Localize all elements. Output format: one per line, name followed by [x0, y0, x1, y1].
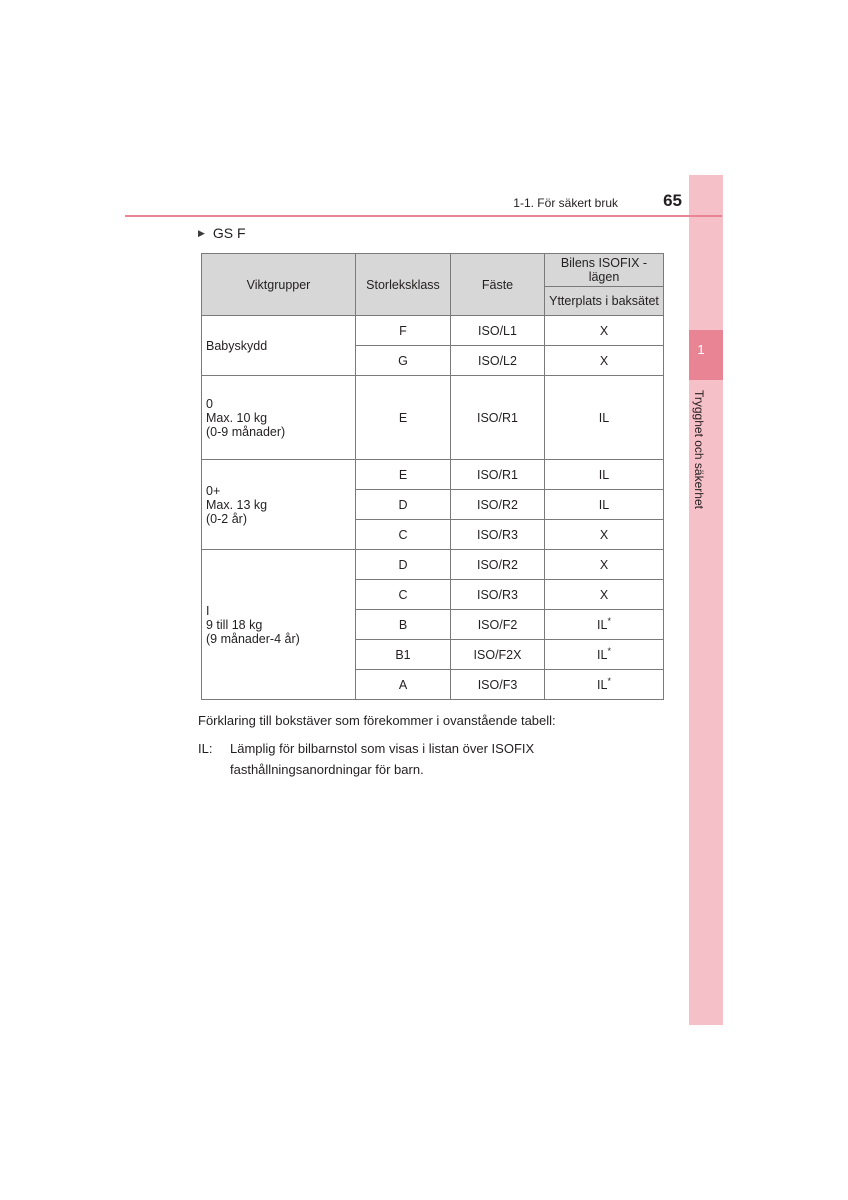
- position-cell: [545, 346, 664, 376]
- position-value: IL: [597, 647, 608, 662]
- isofix-table: [201, 253, 664, 700]
- header-position-sub: Ytterplats i baksätet: [545, 287, 664, 316]
- group-line: 0: [206, 396, 213, 411]
- position-value: IL: [597, 677, 608, 692]
- weight-group-cell: [202, 316, 356, 376]
- legend-intro: Förklaring till bokstäver som förekommer i ovanstående tabell:: [198, 713, 556, 728]
- position-value: X: [599, 353, 609, 368]
- size-cell: E: [356, 376, 451, 460]
- group-line: Babyskydd: [206, 338, 268, 353]
- size-cell: B1: [356, 640, 451, 670]
- size-cell: B: [356, 610, 451, 640]
- fixture-cell: ISO/R1: [451, 376, 545, 460]
- size-cell: C: [356, 520, 451, 550]
- page-number: 65: [663, 191, 682, 210]
- size-cell: F: [356, 316, 451, 346]
- position-cell: [545, 580, 664, 610]
- header-position-line-2: ISOFIX -lägen: [588, 256, 648, 284]
- table-row: [202, 316, 664, 346]
- fixture-cell: ISO/F3: [451, 670, 545, 700]
- fixture-cell: ISO/L2: [451, 346, 545, 376]
- group-line: 0+: [206, 483, 221, 498]
- fixture-cell: ISO/R3: [451, 580, 545, 610]
- fixture-cell: ISO/L1: [451, 316, 545, 346]
- header-position-line-1: Bilens: [560, 256, 595, 270]
- weight-group-cell: [202, 460, 356, 550]
- fixture-cell: ISO/R1: [451, 460, 545, 490]
- position-value: IL: [598, 497, 610, 512]
- group-line: (0-9 månader): [206, 424, 286, 439]
- fixture-cell: ISO/R3: [451, 520, 545, 550]
- position-cell: [545, 520, 664, 550]
- fixture-cell: ISO/F2X: [451, 640, 545, 670]
- footnote-mark: *: [607, 675, 611, 686]
- size-cell: A: [356, 670, 451, 700]
- table-heading: [198, 225, 246, 241]
- header-rule: [125, 215, 722, 217]
- position-cell: [545, 460, 664, 490]
- position-cell: [545, 316, 664, 346]
- size-cell: C: [356, 580, 451, 610]
- header-fixture: Fäste: [451, 254, 545, 316]
- position-value: X: [599, 587, 609, 602]
- size-cell: E: [356, 460, 451, 490]
- position-cell: [545, 670, 664, 700]
- group-line: 9 till 18 kg: [206, 617, 263, 632]
- fixture-cell: ISO/R2: [451, 490, 545, 520]
- legend-key: IL:: [198, 741, 213, 756]
- weight-group-cell: [202, 550, 356, 700]
- table-row: [202, 550, 664, 580]
- footnote-mark: *: [607, 615, 611, 626]
- heading-text: GS F: [212, 225, 246, 241]
- position-value: X: [599, 323, 609, 338]
- position-cell: [545, 376, 664, 460]
- group-line: Max. 10 kg: [206, 410, 268, 425]
- weight-group-cell: [202, 376, 356, 460]
- group-line: Max. 13 kg: [206, 497, 268, 512]
- header-weight-group: Viktgrupper: [202, 254, 356, 316]
- chapter-number: 1: [697, 342, 705, 357]
- size-cell: D: [356, 550, 451, 580]
- size-cell: D: [356, 490, 451, 520]
- section-title: 1-1. För säkert bruk: [513, 196, 618, 210]
- fixture-cell: ISO/R2: [451, 550, 545, 580]
- group-line: I: [206, 603, 210, 618]
- position-cell: [545, 490, 664, 520]
- legend-text: Lämplig för bilbarnstol som visas i listan över ISOFIX fasthållningsanordningar för barn.: [230, 741, 535, 777]
- position-value: X: [599, 557, 609, 572]
- fixture-cell: ISO/F2: [451, 610, 545, 640]
- position-value: X: [599, 527, 609, 542]
- header-position: [545, 254, 664, 287]
- position-cell: [545, 640, 664, 670]
- table-row: [202, 376, 664, 460]
- chapter-label: Trygghet och säkerhet: [692, 390, 706, 509]
- table-row: [202, 460, 664, 490]
- side-chapter-tab: [689, 175, 723, 1025]
- group-line: (0-2 år): [206, 511, 247, 526]
- position-value: IL: [597, 617, 608, 632]
- size-cell: G: [356, 346, 451, 376]
- position-value: IL: [598, 467, 610, 482]
- position-cell: [545, 550, 664, 580]
- position-value: IL: [598, 410, 610, 425]
- group-line: (9 månader-4 år): [206, 631, 300, 646]
- header-size-class: Storleksklass: [356, 254, 451, 316]
- triangle-bullet-icon: ▶: [198, 227, 205, 238]
- footnote-mark: *: [607, 645, 611, 656]
- legend-item: [198, 738, 668, 780]
- position-cell: [545, 610, 664, 640]
